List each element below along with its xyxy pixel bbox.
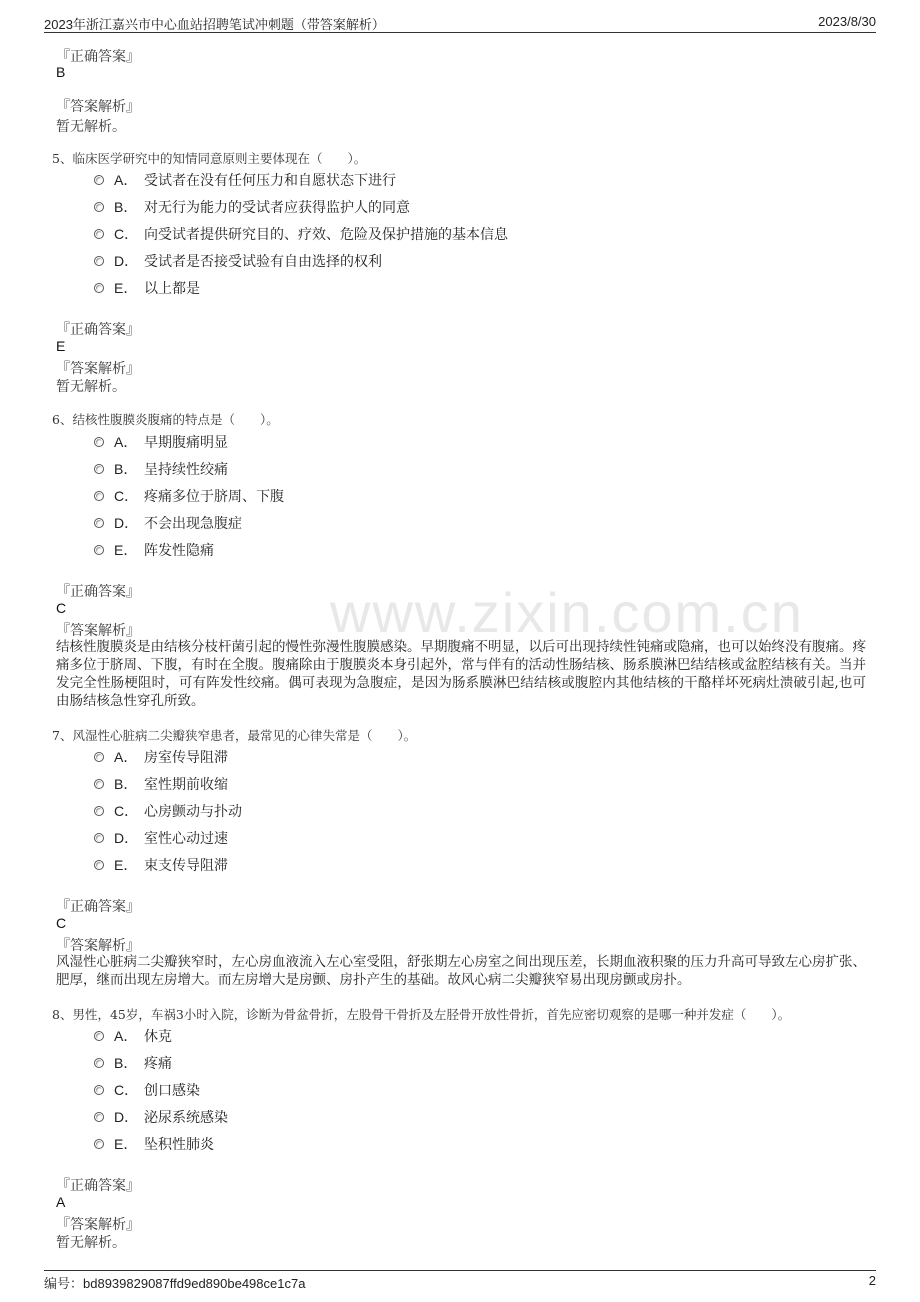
option-text: 向受试者提供研究目的、疗效、危险及保护措施的基本信息 bbox=[144, 227, 508, 243]
answer-value: E bbox=[56, 338, 66, 354]
option-text: 以上都是 bbox=[144, 281, 200, 297]
option-text: 早期腹痛明显 bbox=[144, 435, 228, 451]
answer-label: 『正确答案』 bbox=[56, 322, 140, 338]
answer-label: 『正确答案』 bbox=[56, 1178, 140, 1194]
page-footer bbox=[44, 1270, 876, 1291]
radio-button[interactable] bbox=[94, 464, 104, 474]
option-text: 坠积性肺炎 bbox=[144, 1137, 214, 1153]
radio-button[interactable] bbox=[94, 779, 104, 789]
option-letter: B． bbox=[114, 461, 138, 477]
option-text: 室性心动过速 bbox=[144, 831, 228, 847]
option-text: 对无行为能力的受试者应获得监护人的同意 bbox=[144, 200, 410, 216]
document-code: 编号：bd8939829087ffd9ed890be498ce1c7a bbox=[44, 1276, 306, 1291]
page-header bbox=[44, 12, 876, 33]
option-letter: C． bbox=[114, 226, 139, 242]
option-letter: E． bbox=[114, 857, 138, 873]
analysis-label: 『答案解析』 bbox=[56, 938, 140, 954]
option-text: 束支传导阻滞 bbox=[144, 858, 228, 874]
radio-button[interactable] bbox=[94, 1112, 104, 1122]
question-stem: 8、男性，45岁，车祸3小时入院，诊断为骨盆骨折，左股骨干骨折及左胫骨开放性骨折，首先应密切观察的是哪一种并发症（ ）。 bbox=[52, 1007, 791, 1022]
analysis-label: 『答案解析』 bbox=[56, 99, 140, 115]
radio-button[interactable] bbox=[94, 545, 104, 555]
option-text: 创口感染 bbox=[144, 1083, 200, 1099]
analysis-label: 『答案解析』 bbox=[56, 1217, 140, 1233]
document-date: 2023/8/30 bbox=[818, 14, 876, 29]
analysis-label: 『答案解析』 bbox=[56, 361, 140, 377]
page-number: 2 bbox=[868, 1273, 876, 1288]
option-letter: E． bbox=[114, 542, 138, 558]
radio-button[interactable] bbox=[94, 833, 104, 843]
option-text: 疼痛多位于脐周、下腹 bbox=[144, 489, 284, 505]
option-letter: C． bbox=[114, 1082, 139, 1098]
analysis-text: 暂无解析。 bbox=[56, 1235, 126, 1251]
option-text: 受试者是否接受试验有自由选择的权利 bbox=[144, 254, 382, 270]
radio-button[interactable] bbox=[94, 256, 104, 266]
radio-button[interactable] bbox=[94, 1031, 104, 1041]
document-title: 2023年浙江嘉兴市中心血站招聘笔试冲刺题（带答案解析） bbox=[44, 17, 385, 32]
radio-button[interactable] bbox=[94, 806, 104, 816]
question-stem: 7、风湿性心脏病二尖瓣狭窄患者，最常见的心律失常是（ ）。 bbox=[52, 728, 417, 743]
answer-label: 『正确答案』 bbox=[56, 49, 140, 65]
option-letter: D． bbox=[114, 515, 139, 531]
option-text: 不会出现急腹症 bbox=[144, 516, 242, 532]
option-letter: D． bbox=[114, 253, 139, 269]
radio-button[interactable] bbox=[94, 1085, 104, 1095]
analysis-text: 暂无解析。 bbox=[56, 119, 126, 135]
analysis-text: 风湿性心脏病二尖瓣狭窄时，左心房血液流入左心室受阻，舒张期左心房室之间出现压差，长期血液积聚的压力升高可导致左心房扩张、肥厚，继而出现左房增大。而左房增大是房颤、房扑产生的基础。故风心病二尖瓣狭窄易出现房颤或房扑。 bbox=[56, 954, 866, 988]
watermark: www.zixin.com.cn bbox=[330, 581, 804, 644]
option-text: 泌尿系统感染 bbox=[144, 1110, 228, 1126]
radio-button[interactable] bbox=[94, 437, 104, 447]
answer-label: 『正确答案』 bbox=[56, 584, 140, 600]
option-text: 房室传导阻滞 bbox=[144, 750, 228, 766]
radio-button[interactable] bbox=[94, 860, 104, 870]
option-text: 疼痛 bbox=[144, 1056, 172, 1072]
analysis-label: 『答案解析』 bbox=[56, 623, 140, 639]
option-letter: A． bbox=[114, 749, 138, 765]
analysis-text: 暂无解析。 bbox=[56, 379, 126, 395]
option-letter: A． bbox=[114, 172, 138, 188]
option-text: 心房颤动与扑动 bbox=[144, 804, 242, 820]
answer-value: A bbox=[56, 1194, 66, 1210]
answer-value: C bbox=[56, 600, 67, 616]
option-letter: B． bbox=[114, 1055, 138, 1071]
option-text: 受试者在没有任何压力和自愿状态下进行 bbox=[144, 173, 396, 189]
radio-button[interactable] bbox=[94, 752, 104, 762]
radio-button[interactable] bbox=[94, 175, 104, 185]
option-letter: B． bbox=[114, 776, 138, 792]
question-stem: 6、结核性腹膜炎腹痛的特点是（ ）。 bbox=[52, 412, 279, 427]
radio-button[interactable] bbox=[94, 283, 104, 293]
radio-button[interactable] bbox=[94, 202, 104, 212]
answer-value: C bbox=[56, 915, 67, 931]
option-letter: C． bbox=[114, 488, 139, 504]
answer-value: B bbox=[56, 64, 66, 80]
option-letter: D． bbox=[114, 830, 139, 846]
radio-button[interactable] bbox=[94, 229, 104, 239]
radio-button[interactable] bbox=[94, 1058, 104, 1068]
option-letter: A． bbox=[114, 1028, 138, 1044]
option-letter: E． bbox=[114, 280, 138, 296]
radio-button[interactable] bbox=[94, 491, 104, 501]
radio-button[interactable] bbox=[94, 1139, 104, 1149]
option-letter: C． bbox=[114, 803, 139, 819]
option-text: 室性期前收缩 bbox=[144, 777, 228, 793]
option-letter: D． bbox=[114, 1109, 139, 1125]
answer-label: 『正确答案』 bbox=[56, 899, 140, 915]
option-text: 阵发性隐痛 bbox=[144, 543, 214, 559]
analysis-text: 结核性腹膜炎是由结核分枝杆菌引起的慢性弥漫性腹膜感染。早期腹痛不明显，以后可出现持续性钝痛或隐痛，也可以始终没有腹痛。疼痛多位于脐周、下腹，有时在全腹。腹痛除由于腹膜炎本身引起外，常与伴有的活动性肠结核、肠系膜淋巴结结核或盆腔结核有关。当并发完全性肠梗阻时，可有阵发性绞痛。偶可表现为急腹症，是因为肠系膜淋巴结结核或腹腔内其他结核的干酪样坏死病灶溃破引起,也可由肠结核急性穿孔所致。 bbox=[56, 639, 866, 709]
option-letter: E． bbox=[114, 1136, 138, 1152]
option-letter: B． bbox=[114, 199, 138, 215]
radio-button[interactable] bbox=[94, 518, 104, 528]
option-letter: A． bbox=[114, 434, 138, 450]
option-text: 休克 bbox=[144, 1029, 172, 1045]
option-text: 呈持续性绞痛 bbox=[144, 462, 228, 478]
question-stem: 5、临床医学研究中的知情同意原则主要体现在（ ）。 bbox=[52, 151, 367, 166]
